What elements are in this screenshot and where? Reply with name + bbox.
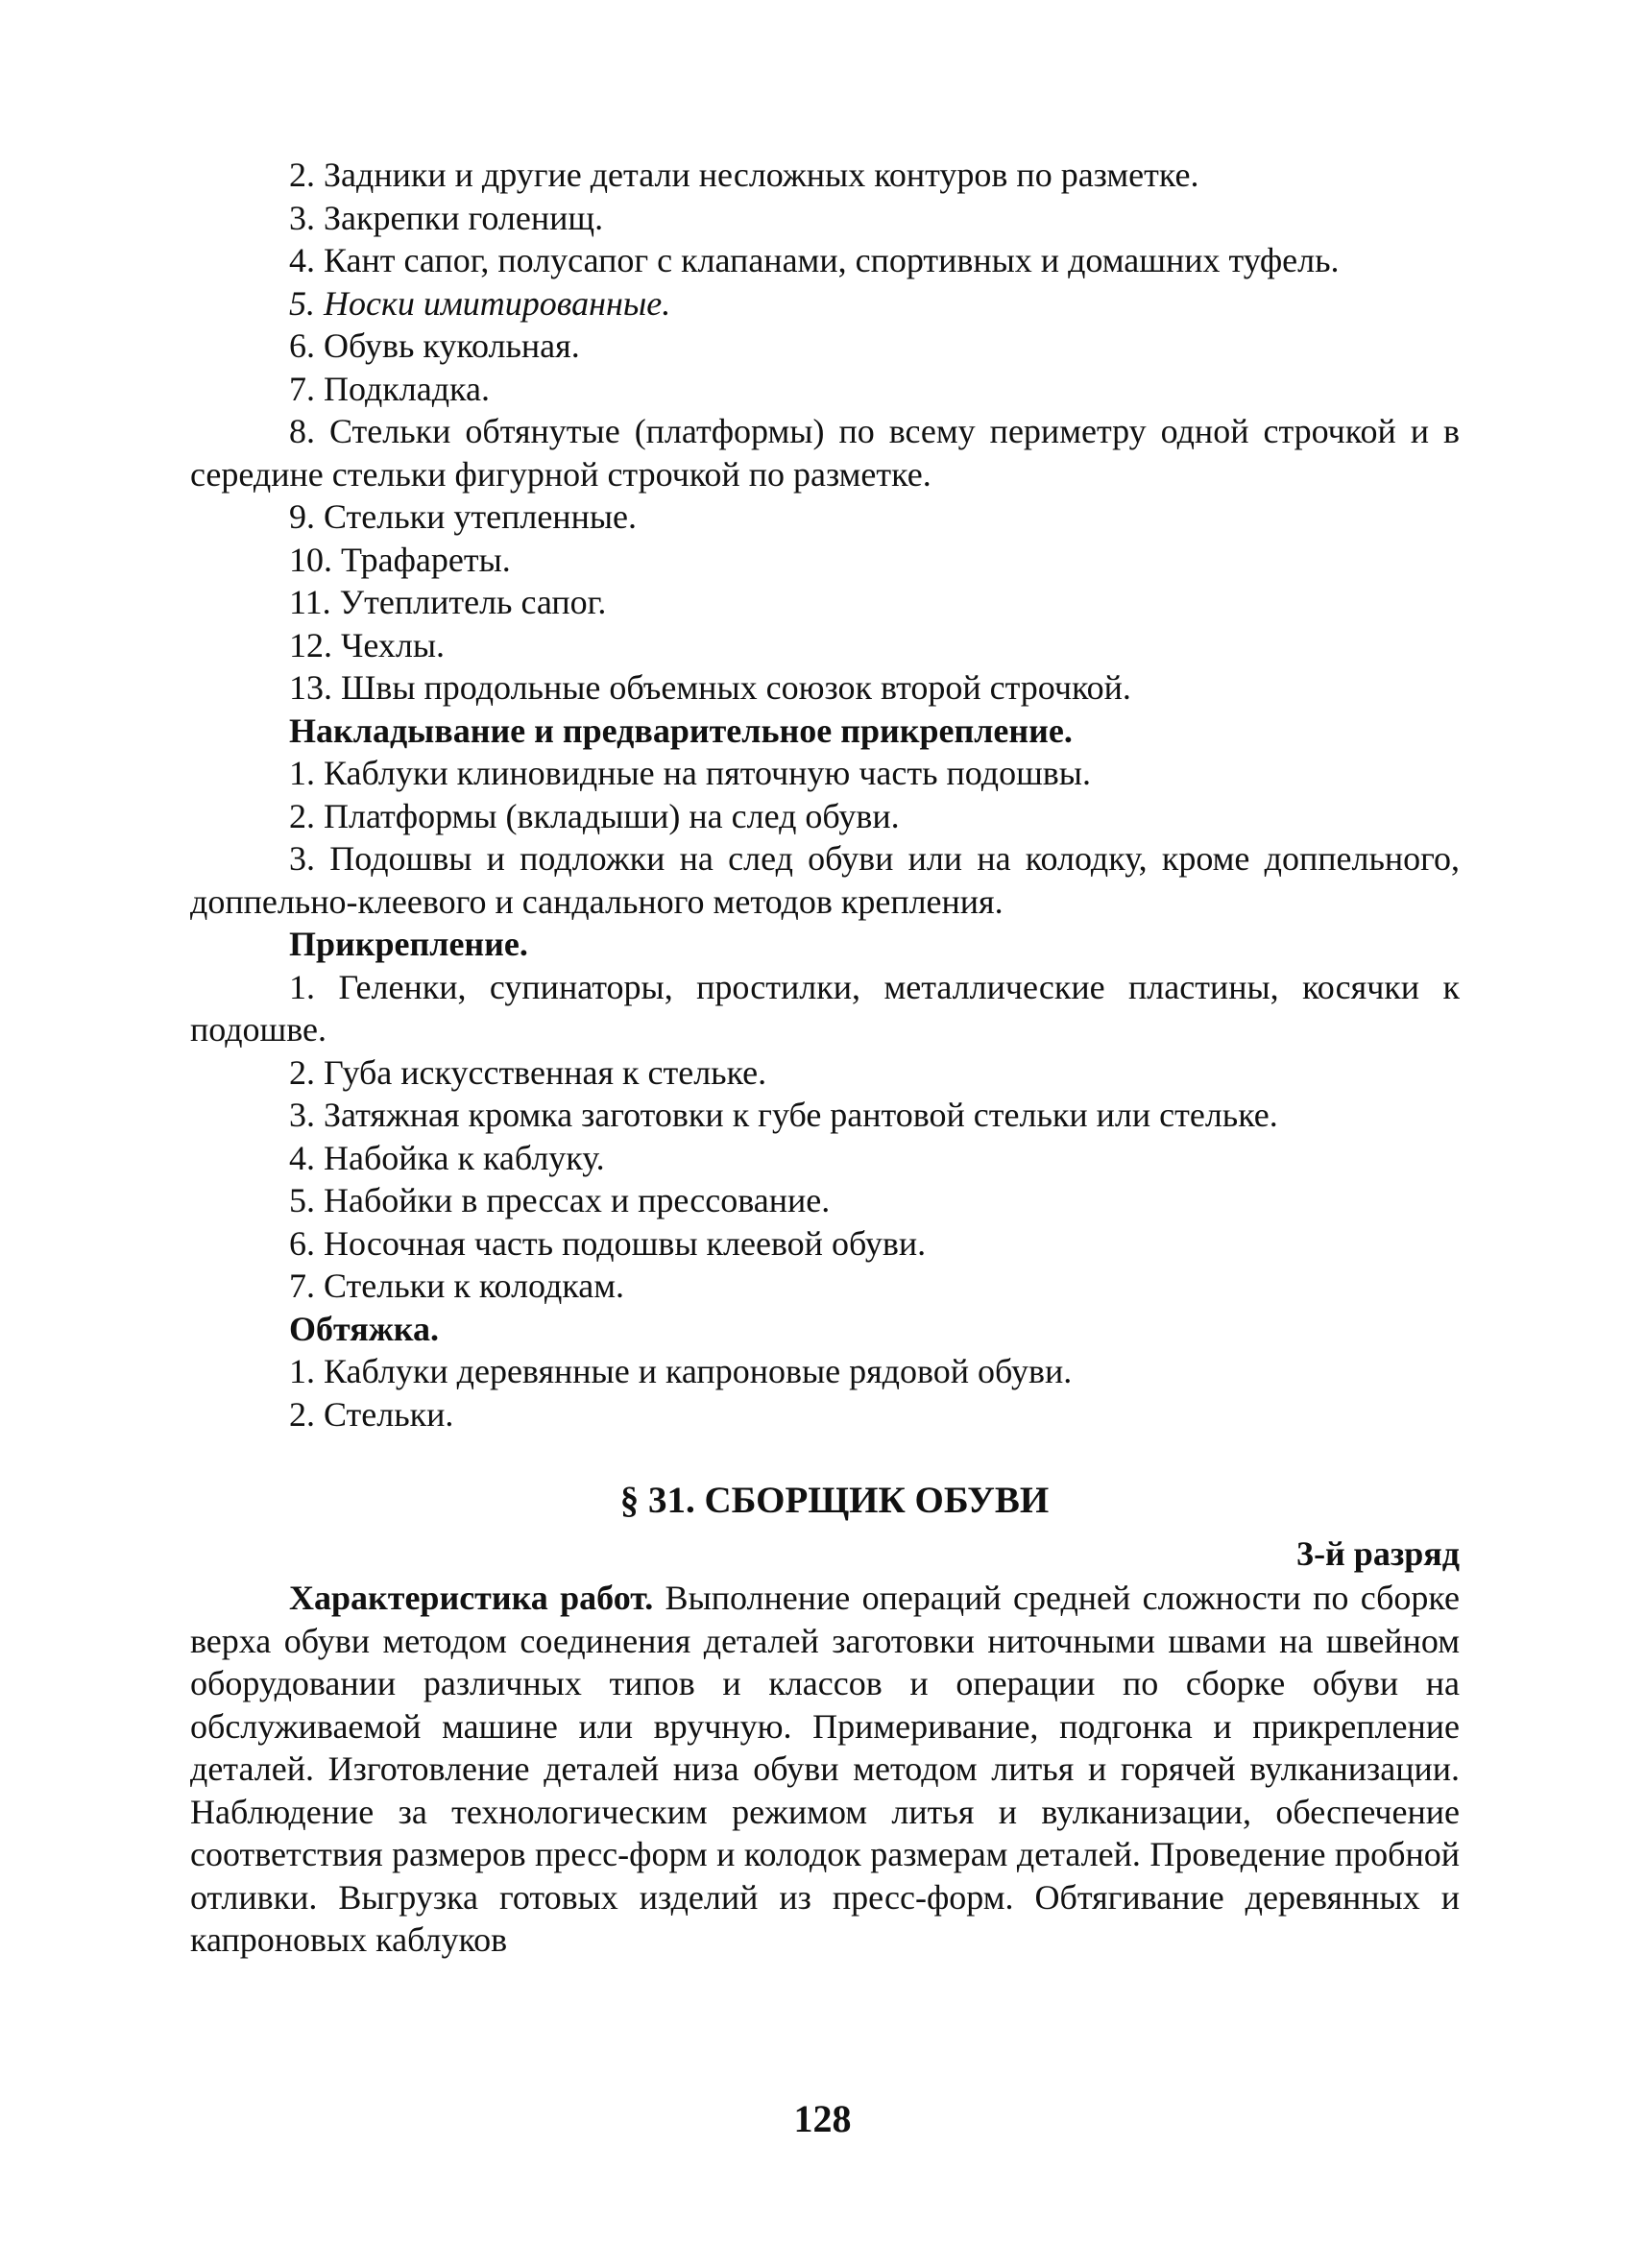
list-item: 9. Стельки утепленные. (289, 497, 638, 536)
work-characteristic-lead: Характеристика работ. (289, 1579, 654, 1617)
list-item: 10. Трафареты. (289, 540, 511, 579)
list-item: 6. Обувь кукольная. (289, 326, 580, 365)
list-item: 2. Стельки. (289, 1394, 454, 1434)
list-item: 11. Утеплитель сапог. (289, 583, 607, 621)
list-item: 4. Кант сапог, полусапог с клапанами, спортивных и домашних туфель. (289, 241, 1340, 279)
grade-label: 3-й разряд (1296, 1533, 1460, 1573)
list-item: 5. Носки имитированные. (289, 283, 671, 323)
subheading-cover: Обтяжка. (289, 1309, 439, 1348)
work-characteristic-paragraph (190, 1577, 1460, 1962)
list-item: 2. Платформы (вкладыши) на след обуви. (289, 796, 900, 835)
list-item: 3. Подошвы и подложки на след обуви или на колодку, кроме доппельного, доппельно-клеевого и сандального методов крепления. (190, 839, 1460, 921)
list-item: 6. Носочная часть подошвы клеевой обуви. (289, 1223, 927, 1263)
list-item: 3. Закрепки голенищ. (289, 198, 604, 237)
list-item: 8. Стельки обтянутые (платформы) по всему периметру одной строчкой и в середине стельки фигурной строчкой по разметке. (190, 412, 1460, 494)
list-item: 5. Набойки в прессах и прессование. (289, 1181, 831, 1219)
section-title: § 31. СБОРЩИК ОБУВИ (619, 1480, 1050, 1521)
list-item: 12. Чехлы. (289, 625, 446, 664)
page-number: 128 (793, 2097, 852, 2140)
list-item: 3. Затяжная кромка заготовки к губе рантовой стельки или стельке. (289, 1096, 1278, 1134)
list-item: 2. Задники и другие детали несложных контуров по разметке. (289, 156, 1199, 194)
list-item: 1. Геленки, супинаторы, простилки, металлические пластины, косячки к подошве. (190, 967, 1460, 1049)
list-item: 7. Подкладка. (289, 369, 490, 408)
document-page (190, 154, 1460, 1962)
list-item: 1. Каблуки деревянные и капроновые рядовой обуви. (289, 1352, 1073, 1390)
list-item: 13. Швы продольные объемных союзок второй строчкой. (289, 668, 1131, 707)
subheading-overlay: Накладывание и предварительное прикрепление. (289, 711, 1073, 750)
list-item: 7. Стельки к колодкам. (289, 1267, 625, 1305)
list-item: 2. Губа искусственная к стельке. (289, 1052, 767, 1092)
work-characteristic-text: Выполнение операций средней сложности по сборке верха обуви методом соединения деталей заготовки ниточными швами на швейном оборудовании различных типов и классов и операции по сборке обуви на обслуживаемой машине или вручную. Примеривание, подгонка и прикрепление деталей. Изготовление деталей низа обуви методом литья и горячей вулканизации. Наблюдение за технологическим режимом литья и вулканизации, обеспечение соответствия размеров пресс-форм и колодок размерам деталей. Проведение пробной отливки. Выгрузка готовых изделий из пресс-форм. Обтягивание деревянных и капроновых каблуков (190, 1579, 1461, 1959)
list-item: 4. Набойка к каблуку. (289, 1138, 605, 1177)
subheading-attach: Прикрепление. (289, 925, 528, 963)
list-item: 1. Каблуки клиновидные на пяточную часть подошвы. (289, 754, 1091, 792)
